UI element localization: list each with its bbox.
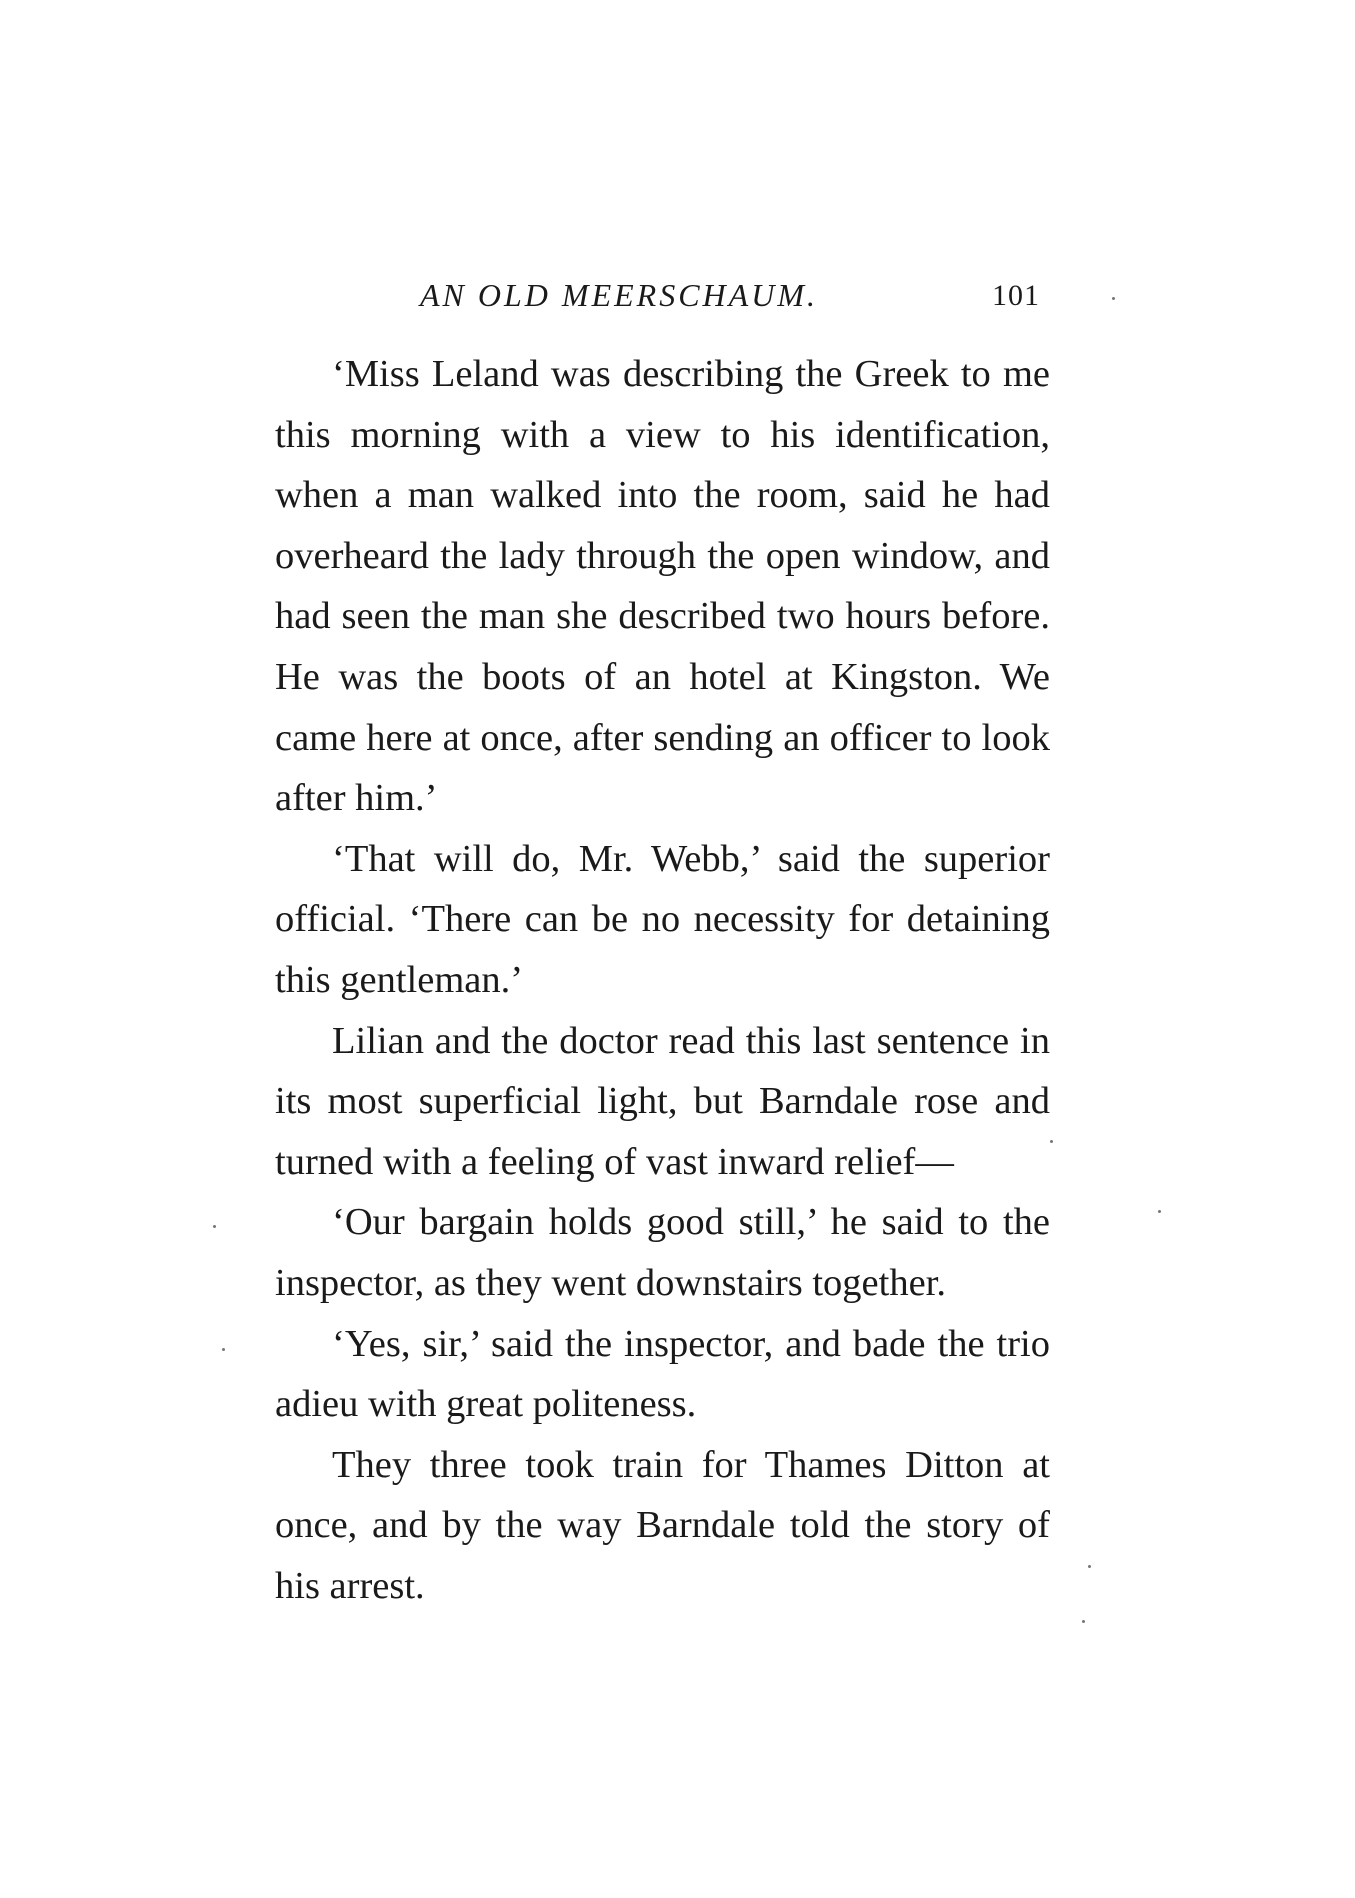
paragraph: ‘Miss Leland was describing the Greek to me this morning with a view to his identification, when a man walked into the room, said he had overheard the lady through the open window, and had seen the man she described two hours before. He was the boots of an hotel at Kingston. We came here at once, after sending an officer to look after him.’ (275, 353, 1050, 820)
scan-speck (1082, 1620, 1085, 1623)
scan-speck (222, 1348, 225, 1351)
page-header (420, 277, 1040, 323)
scan-speck (213, 1225, 216, 1228)
paragraph: ‘Our bargain holds good still,’ he said to the inspector, as they went downstairs together. (275, 1201, 1050, 1304)
paragraph: ‘Yes, sir,’ said the inspector, and bade the trio adieu with great politeness. (275, 1322, 1050, 1426)
scan-speck (1088, 1565, 1091, 1568)
scan-speck (1158, 1210, 1161, 1213)
scan-speck (1112, 297, 1115, 300)
running-title: AN OLD MEERSCHAUM. (420, 277, 818, 313)
scan-speck (1050, 1140, 1053, 1143)
body-text (275, 344, 1050, 1616)
page-number: 101 (992, 279, 1040, 312)
paragraph: Lilian and the doctor read this last sentence in its most superficial light, but Barndale rose and turned with a feeling of vast inward relief— (275, 1019, 1050, 1183)
paragraph: They three took train for Thames Ditton at once, and by the way Barndale told the story of his arrest. (275, 1443, 1050, 1607)
paragraph: ‘That will do, Mr. Webb,’ said the superior official. ‘There can be no necessity for detaining this gentleman.’ (275, 837, 1050, 1001)
